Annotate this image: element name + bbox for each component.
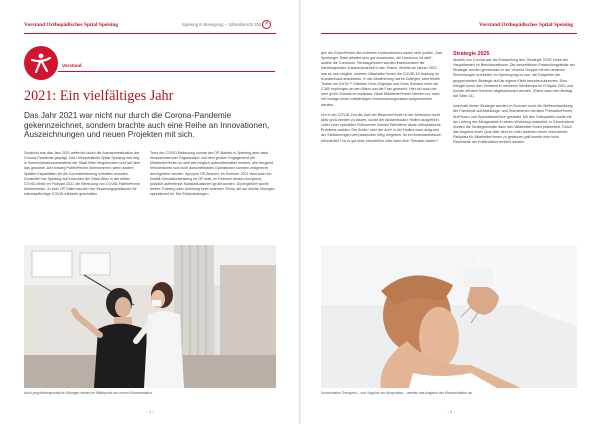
page-number-left: – 4 – xyxy=(146,410,154,414)
section-kicker: Vorstand xyxy=(62,63,82,68)
body-column-3 xyxy=(321,51,443,144)
body-column-1 xyxy=(24,151,142,197)
physiotherapy-image xyxy=(24,245,276,388)
right-page xyxy=(301,0,600,424)
acupuncture-image xyxy=(321,245,577,388)
article-lead: Das Jahr 2021 war nicht nur durch die Corona-Pandemie gekennzeichnet, sondern brachte auch eine Reihe an Innovationen, Auszeichnungen und neuen Projekten mit sich. xyxy=(24,111,270,140)
photo-caption-left: Auch physiotherapeutische Übungen stehen im Mittelpunkt der neuen Wochenstation. xyxy=(24,391,153,395)
body-column-2 xyxy=(150,151,276,197)
running-head-rule xyxy=(24,33,276,34)
logo-badge xyxy=(24,46,58,80)
person-logo-icon xyxy=(30,52,52,74)
article-headline: 2021: Ein vielfältiges Jahr xyxy=(24,88,174,104)
acupuncture-photo xyxy=(321,245,577,388)
page-number-right: – 5 – xyxy=(447,410,455,414)
strategy-subheading: Strategie 2025 xyxy=(453,51,490,57)
logo-circle-icon: × xyxy=(262,20,271,29)
body-column-4 xyxy=(453,51,577,146)
body-paragraph: gen der Expert*innen des externen Unternehmens waren sehr positiv: „Das Speisinger Team arbeitet sehr gut zusammen, die Lernkurve ist steil“, lautete die Conclusio. Herausgehoben wurden insbesondere die interdisziplinäre Zusammenarbeit in den Teams. Bereits ab Jänner 2021 war es uns möglich, unseren Mitarbeiter*innen die COVID-19-Impfung im Krankenhaus anzubieten. In der Abstimmung hat es Kollegen, aber fehlen Teams um GA Dr.** Gabriele Horn-Grigerjan und Doris Schrank mehr als 2.300 Impfungen an den Mann und die Frau gebracht. Hier sei auch der sehr große Einsatz im Impfpass. Neue Mitarbeiter*innen können nur noch mit Vorlage eines vollständigen Immunisierungsstatus aufgenommen werden. xyxy=(321,51,443,107)
kicker-rule xyxy=(58,71,275,72)
physiotherapy-photo xyxy=(24,245,276,388)
running-head-center: Speising in Bewegung – Jahresbericht 2021 xyxy=(182,22,264,27)
running-head-right: Vorstand Orthopädisches Spital Speising xyxy=(479,22,574,28)
running-head-left: Vorstand Orthopädisches Spital Speising xyxy=(24,22,119,28)
body-paragraph: Zunächst war das Jahr 2021 weiterhin durch die Ausnahmesituation der Corona-Pandemie geprägt. Das Orthopädische Spital Speising war eng in Kommunikationsnetzwerke der Stadt Wien eingebunden und hat über das gesamte Jahr hinweg Patient*innen übernommen, wenn andere Spitäler Kapazitäten für die Coronabetreuung vorhalten mussten. Zusätzlich hat Speising auf Ersuchen der Stadt Wien in der dritten COVID-Welle im Frühjahr 2021 die Betreuung von COVID-Patient*innen übernommen. In zwei OP-Sälen wurden vier Beatmungspositionen für intensivpflichtige COVID-Infizierte geschaffen. xyxy=(24,151,141,197)
body-paragraph: Um in der COVID-Zeit die Zahl der Besucher*innen in der Ambulanz recht aktiv groß werden zu lassen, wurde die Akutambulanz Hotline ausgeführt. Unter einer speziellen Rufnummer können Betroffene akute orthopädische Probleme melden. Die Ärztin* oder der Arzt* in der Hotline kann aufgrund der Schilderungen des passenden Weg vorgeben: Ist ein Ambulanzbesuch erforderlich? Ist er gut aber erforderlich oder kann eine Therapie warten? xyxy=(321,112,442,143)
body-paragraph: Innerhalb dieser Strategie wurden im Sommer noch die Weiterentwicklung der Fachklinik auf Abteilungs- und Teamebenen mit allen Primarärzt*innen, Ärzt*innen und Spezialbereichen gestartet. Mit den Orthopäden sowie mit der Leitung der Akutgeriatrie in einem Workshop erarbeitet. In Einzelvideos wurden die Strategieinhalte dann den Mitarbeiter*innen präsentiert. Durch das Angebot eines Quiz über dem es unter anderem einen reservierten Parkplatz für Mitarbeiter*innen zu gewinnen galt konnte eine hohe Reichweite der Erklärvideos erreicht werden. xyxy=(453,104,574,145)
photo-caption-right: Konservative Therapien – von Yoga bis zur Akupunktur – werden das Angebot der Wochenstation ab. xyxy=(321,391,473,395)
left-page xyxy=(0,0,299,424)
body-paragraph: Abseits von Corona war die Entwicklung des „Strategie 2025“ eines der Hauptthemen im Berichtszeitraum. Die wesentlichen Entwicklungsfelder der Strategie wurden gemeinsam in der Vinzenz Gruppe mit den anderen Einrichtungen erarbeitet, im Speising lag es nun, die Eckpfeiler der gruppenweiten Strategie auf die eigene Klinik herunterzubrechen. Dies erfolgte durch den Vorstand in mehreren Workshops im Frühjahr 2021 und konnte mit dem Sommer abgeschlossen werden. (Siehe dazu den Beitrag auf Seite 14). xyxy=(453,58,576,99)
running-head-rule-right xyxy=(321,33,577,34)
body-paragraph: Trotz der COVID-Betreuung konnte der OP-Betrieb in Speising aber dank herausfordernder Organisation und dem großen Engagement der Mitarbeiter*innen so weit wie möglich aufrechterhalten werden, alle dringend erforderlichen und nicht aufschiebbaren Operationen konnten zeitgerecht durchgeführt werden. Apropos OP-Bereich: Im Sommer 2021 fand auch ein Notfall-Simulationstraining im OP statt, im Rahmen dessen komplexe, plötzlich auftretende Notfallsituationen geübt wurden. Durchgeführt wurde dieses Training unter Anleitung einer externen Firma, die auf solche Übungen spezialisiert ist. Die Rückmeldungen xyxy=(150,151,275,197)
